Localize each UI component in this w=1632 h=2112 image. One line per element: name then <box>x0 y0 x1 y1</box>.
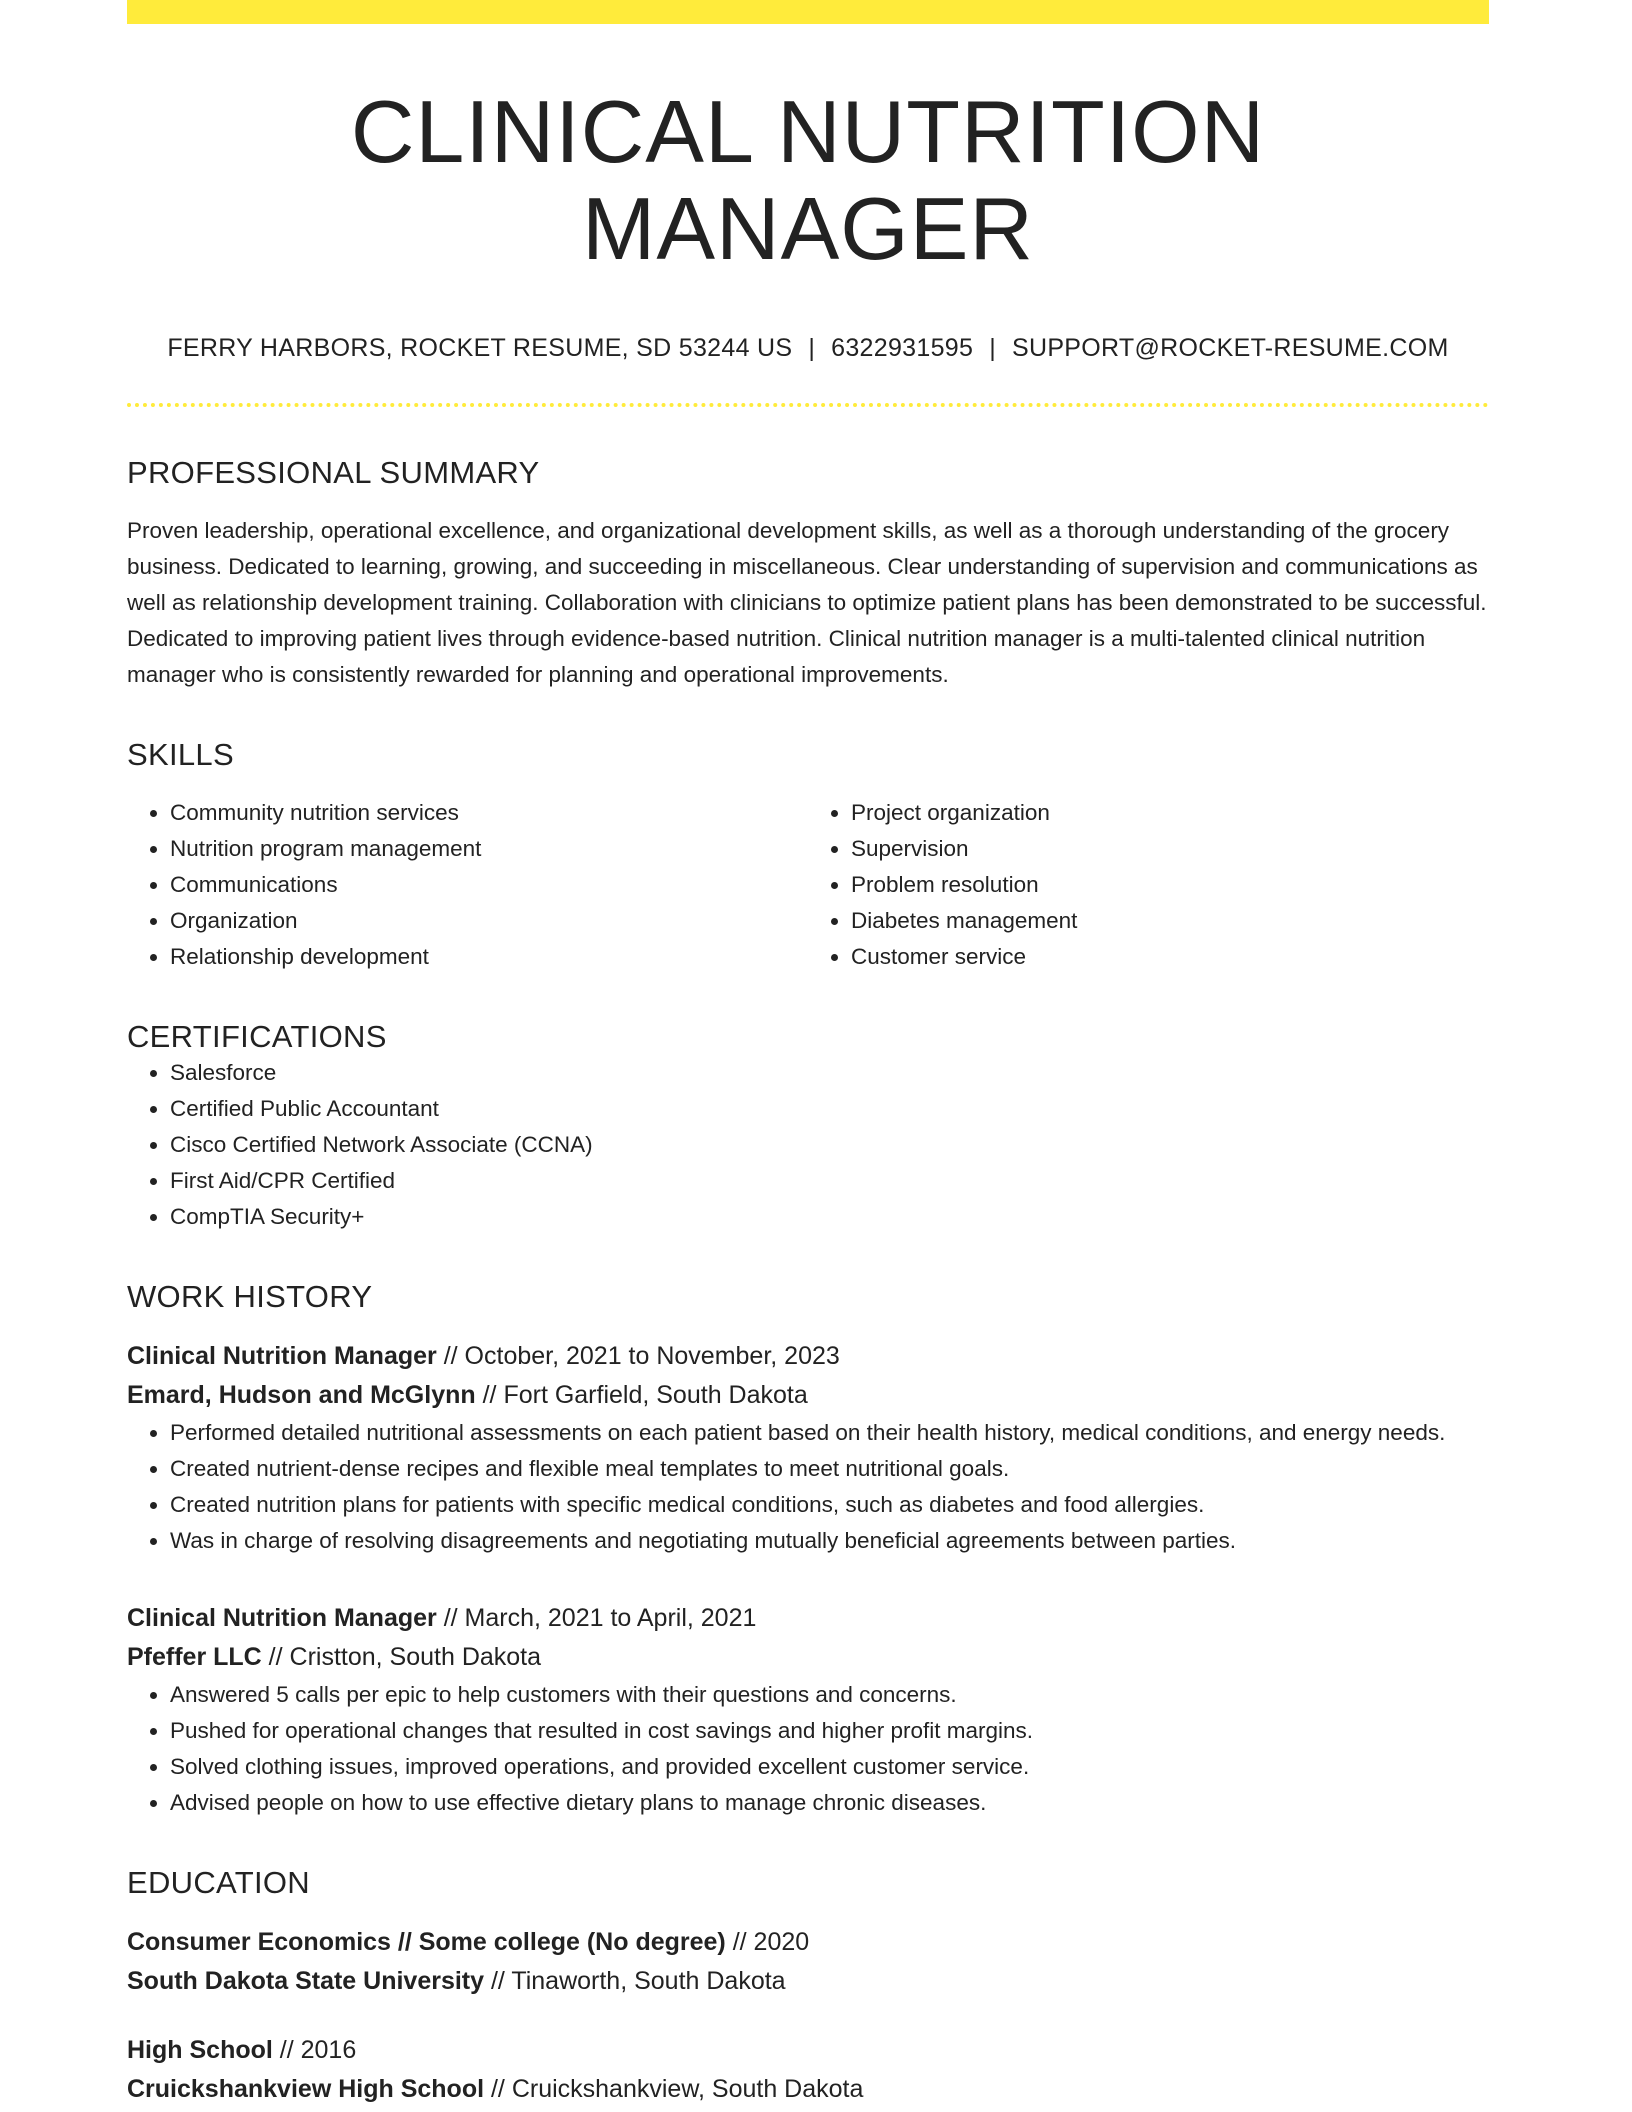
skill-item: • Supervision <box>851 831 1489 867</box>
job-company-line <box>127 1376 1489 1415</box>
education-entry <box>127 1923 1489 2001</box>
summary-text: Proven leadership, operational excellence, and organizational development skills, as well as a thorough understanding of the grocery business. Dedicated to learning, growing, and succeeding in miscellaneous. Clear understanding of supervision and communications as well as relationship development training. Collaboration with clinicians to optimize patient plans has been demonstrated to be successful. Dedicated to improving patient lives through evidence-based nutrition. Clinical nutrition manager is a multi-talented clinical nutrition manager who is consistently rewarded for planning and operational improvements. <box>127 517 1487 687</box>
skill-item: • Nutrition program management <box>170 831 808 867</box>
education-degree: High School <box>127 2035 273 2064</box>
skill-item: • Customer service <box>851 939 1489 975</box>
certification-item: • Certified Public Accountant <box>170 1091 1489 1127</box>
contact-phone: 6322931595 <box>831 333 974 362</box>
certification-item: • Cisco Certified Network Associate (CCNA) <box>170 1127 1489 1163</box>
job-location: // Cristton, South Dakota <box>261 1642 542 1671</box>
skills-heading: SKILLS <box>127 736 234 772</box>
summary-heading: PROFESSIONAL SUMMARY <box>127 454 540 490</box>
work-history-heading: WORK HISTORY <box>127 1278 373 1314</box>
contact-separator: | <box>808 333 816 362</box>
certifications-heading: CERTIFICATIONS <box>127 1018 387 1054</box>
contact-line <box>127 334 1489 363</box>
job-bullets <box>127 1415 1489 1559</box>
job-bullet: • Advised people on how to use effective dietary plans to manage chronic diseases. <box>170 1785 1489 1821</box>
education-degree: Consumer Economics // Some college (No degree) <box>127 1927 726 1956</box>
education-school: South Dakota State University <box>127 1966 485 1995</box>
certification-item: • First Aid/CPR Certified <box>170 1163 1489 1199</box>
education-school-line <box>127 2070 1489 2109</box>
education-school-line <box>127 1962 1489 2001</box>
education-degree-line <box>127 2031 1489 2070</box>
skill-item: • Project organization <box>851 795 1489 831</box>
job-entry <box>127 1599 1489 1821</box>
dotted-divider <box>127 403 1489 407</box>
certification-item: • CompTIA Security+ <box>170 1199 1489 1235</box>
job-dates: // March, 2021 to April, 2021 <box>436 1603 757 1632</box>
education-year: // 2016 <box>272 2035 357 2064</box>
education-school: Cruickshankview High School <box>127 2074 485 2103</box>
skill-item: • Communications <box>170 867 808 903</box>
job-title-line <box>127 1337 1489 1376</box>
job-company: Emard, Hudson and McGlynn <box>127 1380 476 1409</box>
accent-bar <box>127 0 1489 24</box>
job-location: // Fort Garfield, South Dakota <box>475 1380 808 1409</box>
job-bullet: • Answered 5 calls per epic to help customers with their questions and concerns. <box>170 1677 1489 1713</box>
skill-item: • Diabetes management <box>851 903 1489 939</box>
contact-address: FERRY HARBORS, ROCKET RESUME, SD 53244 US <box>167 333 793 362</box>
job-bullet: • Created nutrition plans for patients with specific medical conditions, such as diabetes and food allergies. <box>170 1487 1489 1523</box>
education-year: // 2020 <box>725 1927 810 1956</box>
job-role: Clinical Nutrition Manager <box>127 1341 437 1370</box>
certification-item: • Salesforce <box>170 1055 1489 1091</box>
skill-item: • Problem resolution <box>851 867 1489 903</box>
education-entry <box>127 2031 1489 2109</box>
resume-title: CLINICAL NUTRITION MANAGER <box>350 82 1266 278</box>
job-role: Clinical Nutrition Manager <box>127 1603 437 1632</box>
job-dates: // October, 2021 to November, 2023 <box>436 1341 840 1370</box>
skills-list-left <box>127 795 808 975</box>
job-bullet: • Solved clothing issues, improved operations, and provided excellent customer service. <box>170 1749 1489 1785</box>
skills-columns <box>127 795 1489 975</box>
skill-item: • Relationship development <box>170 939 808 975</box>
job-bullet: • Was in charge of resolving disagreements and negotiating mutually beneficial agreements between parties. <box>170 1523 1489 1559</box>
education-location: // Tinaworth, South Dakota <box>484 1966 786 1995</box>
contact-email: SUPPORT@ROCKET-RESUME.COM <box>1011 333 1449 362</box>
job-bullets <box>127 1677 1489 1821</box>
job-company-line <box>127 1638 1489 1677</box>
education-heading: EDUCATION <box>127 1864 310 1900</box>
education-degree-line <box>127 1923 1489 1962</box>
skill-item: • Community nutrition services <box>170 795 808 831</box>
resume-page <box>127 0 1489 2109</box>
skill-item: • Organization <box>170 903 808 939</box>
job-company: Pfeffer LLC <box>127 1642 262 1671</box>
job-bullet: • Performed detailed nutritional assessments on each patient based on their health history, medical conditions, and energy needs. <box>170 1415 1489 1451</box>
contact-separator: | <box>989 333 996 362</box>
job-title-line <box>127 1599 1489 1638</box>
skills-list-right <box>808 795 1489 975</box>
education-location: // Cruickshankview, South Dakota <box>484 2074 864 2103</box>
job-bullet: • Created nutrient-dense recipes and flexible meal templates to meet nutritional goals. <box>170 1451 1489 1487</box>
certifications-list <box>127 1055 1489 1235</box>
job-entry <box>127 1337 1489 1559</box>
job-bullet: • Pushed for operational changes that resulted in cost savings and higher profit margins. <box>170 1713 1489 1749</box>
